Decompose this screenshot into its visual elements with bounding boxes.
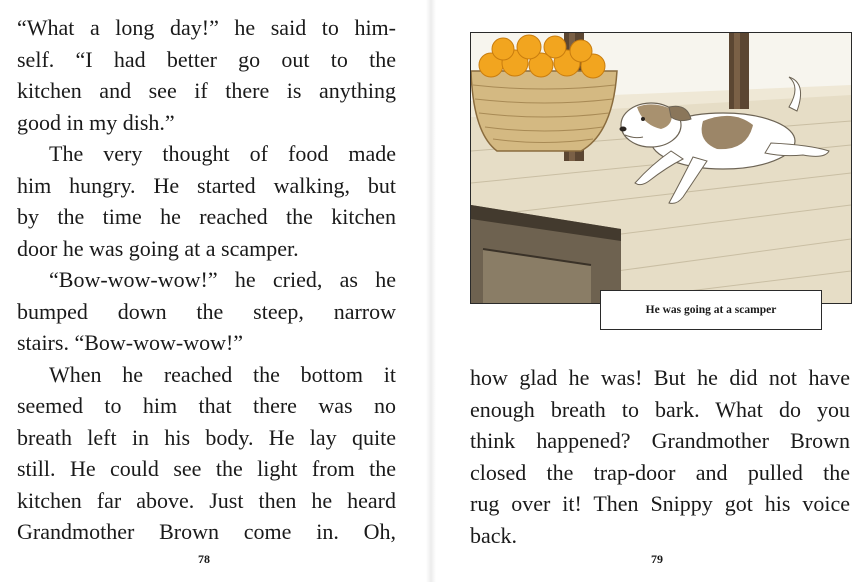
text-line: breath left in his body. He lay quite <box>17 424 396 450</box>
text-line: still. He could see the light from the <box>17 456 396 481</box>
text-line: rug over it! Then Snippy got his voice <box>470 491 850 516</box>
text-line: The very thought of food made <box>49 141 396 166</box>
text-line: think happened? Grandmother Brown <box>470 428 850 453</box>
text-line: Grandmother Brown come in. Oh, <box>17 519 396 544</box>
page-number: 78 <box>198 552 210 566</box>
text-line: enough breath to bark. What do you <box>470 396 850 422</box>
text-line: “Bow-wow-wow!” he cried, as he <box>49 267 396 292</box>
text-line: bumped down the steep, narrow <box>17 298 396 324</box>
left-page-text <box>17 12 396 548</box>
text-line: kitchen and see if there is anything <box>17 78 396 103</box>
right-page <box>436 0 863 582</box>
text-line: seemed to him that there was no <box>17 393 396 418</box>
left-page <box>0 0 426 582</box>
text-line: by the time he reached the kitchen <box>17 204 396 229</box>
right-page-text <box>470 362 850 551</box>
text-line: “What a long day!” he said to him- <box>17 15 396 40</box>
text-line: stairs. “Bow-wow-wow!” <box>17 330 244 355</box>
text-line: how glad he was! But he did not have <box>470 365 850 390</box>
basket <box>471 71 617 151</box>
text-line: him hungry. He started walking, but <box>17 172 396 198</box>
illustration-puppy-scampering <box>470 32 852 304</box>
text-line: back. <box>470 522 518 548</box>
illustration-caption: He was going at a scamper <box>600 290 822 330</box>
text-line: good in my dish.” <box>17 109 175 135</box>
text-line: door he was going at a scamper. <box>17 235 299 261</box>
text-line: When he reached the bottom it <box>49 361 396 387</box>
illustration-drawing <box>471 33 851 303</box>
page-number: 79 <box>651 552 663 566</box>
book-gutter <box>426 0 436 582</box>
text-line: closed the trap-door and pulled the <box>470 459 850 485</box>
text-line: kitchen far above. Just then he heard <box>17 487 396 513</box>
text-line: self. “I had better go out to the <box>17 46 396 72</box>
